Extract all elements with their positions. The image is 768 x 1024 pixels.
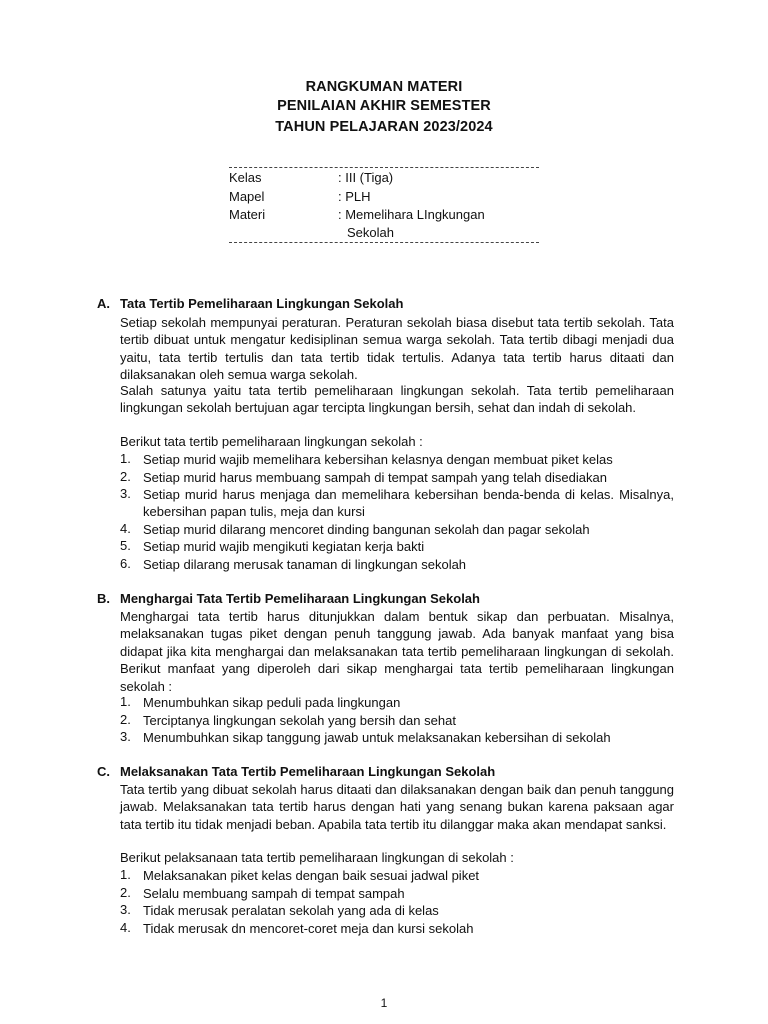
section-a-item-5: Setiap murid wajib mengikuti kegiatan kerja bakti (143, 539, 425, 554)
section-c-item-3: Tidak merusak peralatan sekolah yang ada di kelas (143, 903, 439, 918)
section-a-item-4: Setiap murid dilarang mencoret dinding bangunan sekolah dan pagar sekolah (143, 522, 590, 537)
section-a-item-1: Setiap murid wajib memelihara kebersihan kelasnya dengan membuat piket kelas (143, 452, 613, 467)
kelas-label: Kelas (229, 170, 262, 185)
mapel-label: Mapel (229, 189, 265, 204)
section-c-item-3-number: 3. (120, 902, 131, 917)
section-c-title: Melaksanakan Tata Tertib Pemeliharaan Lingkungan Sekolah (120, 764, 496, 779)
section-c-intro: Berikut pelaksanaan tata tertib pemeliharaan lingkungan di sekolah : (120, 850, 514, 865)
section-c-paragraph-1: Tata tertib yang dibuat sekolah harus ditaati dan dilaksanakan dengan baik dan penuh tanggung jawab. Melaksanakan tata tertib harus dengan hati yang senang bukan karena paksaan agar tata tertib itu tidak menjadi beban. Apabila tata tertib itu dilanggar maka akan mendapat sanksi. (120, 782, 674, 832)
section-a-item-6: Setiap dilarang merusak tanaman di lingkungan sekolah (143, 557, 467, 572)
section-b-item-1-number: 1. (120, 694, 131, 709)
section-a-paragraph-2: Salah satunya yaitu tata tertib pemeliharaan lingkungan sekolah. Tata tertib pemeliharaan lingkungan sekolah bertujuan agar tercipta lingkungan bersih, sehat dan indah di sekolah. (120, 383, 674, 416)
title-line-2: PENILAIAN AKHIR SEMESTER (277, 98, 491, 114)
section-a-title: Tata Tertib Pemeliharaan Lingkungan Sekolah (120, 296, 404, 311)
dashed-divider-top (229, 167, 539, 168)
section-c-letter: C. (97, 764, 110, 779)
mapel-value: : PLH (338, 189, 371, 204)
section-b-title: Menghargai Tata Tertib Pemeliharaan Lingkungan Sekolah (120, 591, 480, 606)
dashed-divider-bottom (229, 242, 539, 243)
section-c-item-1: Melaksanakan piket kelas dengan baik sesuai jadwal piket (143, 868, 480, 883)
section-c-item-1-number: 1. (120, 867, 131, 882)
title-line-3: TAHUN PELAJARAN 2023/2024 (275, 119, 493, 135)
section-a-intro: Berikut tata tertib pemeliharaan lingkungan sekolah : (120, 434, 423, 449)
materi-value-line-2: Sekolah (347, 225, 394, 240)
title-line-1: RANGKUMAN MATERI (305, 79, 463, 95)
section-b-item-1: Menumbuhkan sikap peduli pada lingkungan (143, 695, 401, 710)
section-a-item-2: Setiap murid harus membuang sampah di tempat sampah yang telah disediakan (143, 470, 607, 485)
section-a-letter: A. (97, 296, 110, 311)
section-b-item-2: Terciptanya lingkungan sekolah yang bersih dan sehat (143, 713, 456, 728)
section-b-letter: B. (97, 591, 110, 606)
section-b-item-2-number: 2. (120, 712, 131, 727)
section-b-item-3-number: 3. (120, 729, 131, 744)
section-a-item-6-number: 6. (120, 556, 131, 571)
section-a-item-3: Setiap murid harus menjaga dan memelihara kebersihan benda-benda di kelas. Misalnya, kebersihan papan tulis, meja dan kursi (143, 487, 674, 520)
section-a-item-5-number: 5. (120, 538, 131, 553)
section-a-item-1-number: 1. (120, 451, 131, 466)
section-a-item-3-number: 3. (120, 486, 131, 501)
section-c-item-4: Tidak merusak dn mencoret-coret meja dan kursi sekolah (143, 921, 474, 936)
section-a-item-2-number: 2. (120, 469, 131, 484)
section-c-item-2-number: 2. (120, 885, 131, 900)
kelas-value: : III (Tiga) (338, 170, 394, 185)
materi-label: Materi (229, 207, 266, 222)
materi-value-line-1: : Memelihara LIngkungan (338, 207, 485, 222)
section-c-item-4-number: 4. (120, 920, 131, 935)
section-b-item-3: Menumbuhkan sikap tanggung jawab untuk melaksanakan kebersihan di sekolah (143, 730, 611, 745)
section-a-paragraph-1: Setiap sekolah mempunyai peraturan. Peraturan sekolah biasa disebut tata tertib sekolah. Tata tertib dibuat untuk mengatur kedisiplinan semua warga sekolah. Tata tertib dibagi menjadi dua yaitu, tata tertib tertulis dan tata tertib tidak tertulis. Adanya tata tertib harus ditaati dan dilaksanakan oleh semua warga sekolah. (120, 315, 674, 383)
section-c-item-2: Selalu membuang sampah di tempat sampah (143, 886, 405, 901)
page-number: 1 (380, 996, 388, 1010)
section-a-item-4-number: 4. (120, 521, 131, 536)
section-b-paragraph-1: Menghargai tata tertib harus ditunjukkan dalam bentuk sikap dan perbuatan. Misalnya, melaksanakan tugas piket dengan penuh tanggung jawab. Ada banyak manfaat yang bisa didapat jika kita menghargai dan melaksanakan tata tertib pemeliharaan lingkungan di sekolah. Berikut manfaat yang diperoleh dari sikap menghargai tata tertib pemeliharaan lingkungan sekolah : (120, 609, 674, 694)
